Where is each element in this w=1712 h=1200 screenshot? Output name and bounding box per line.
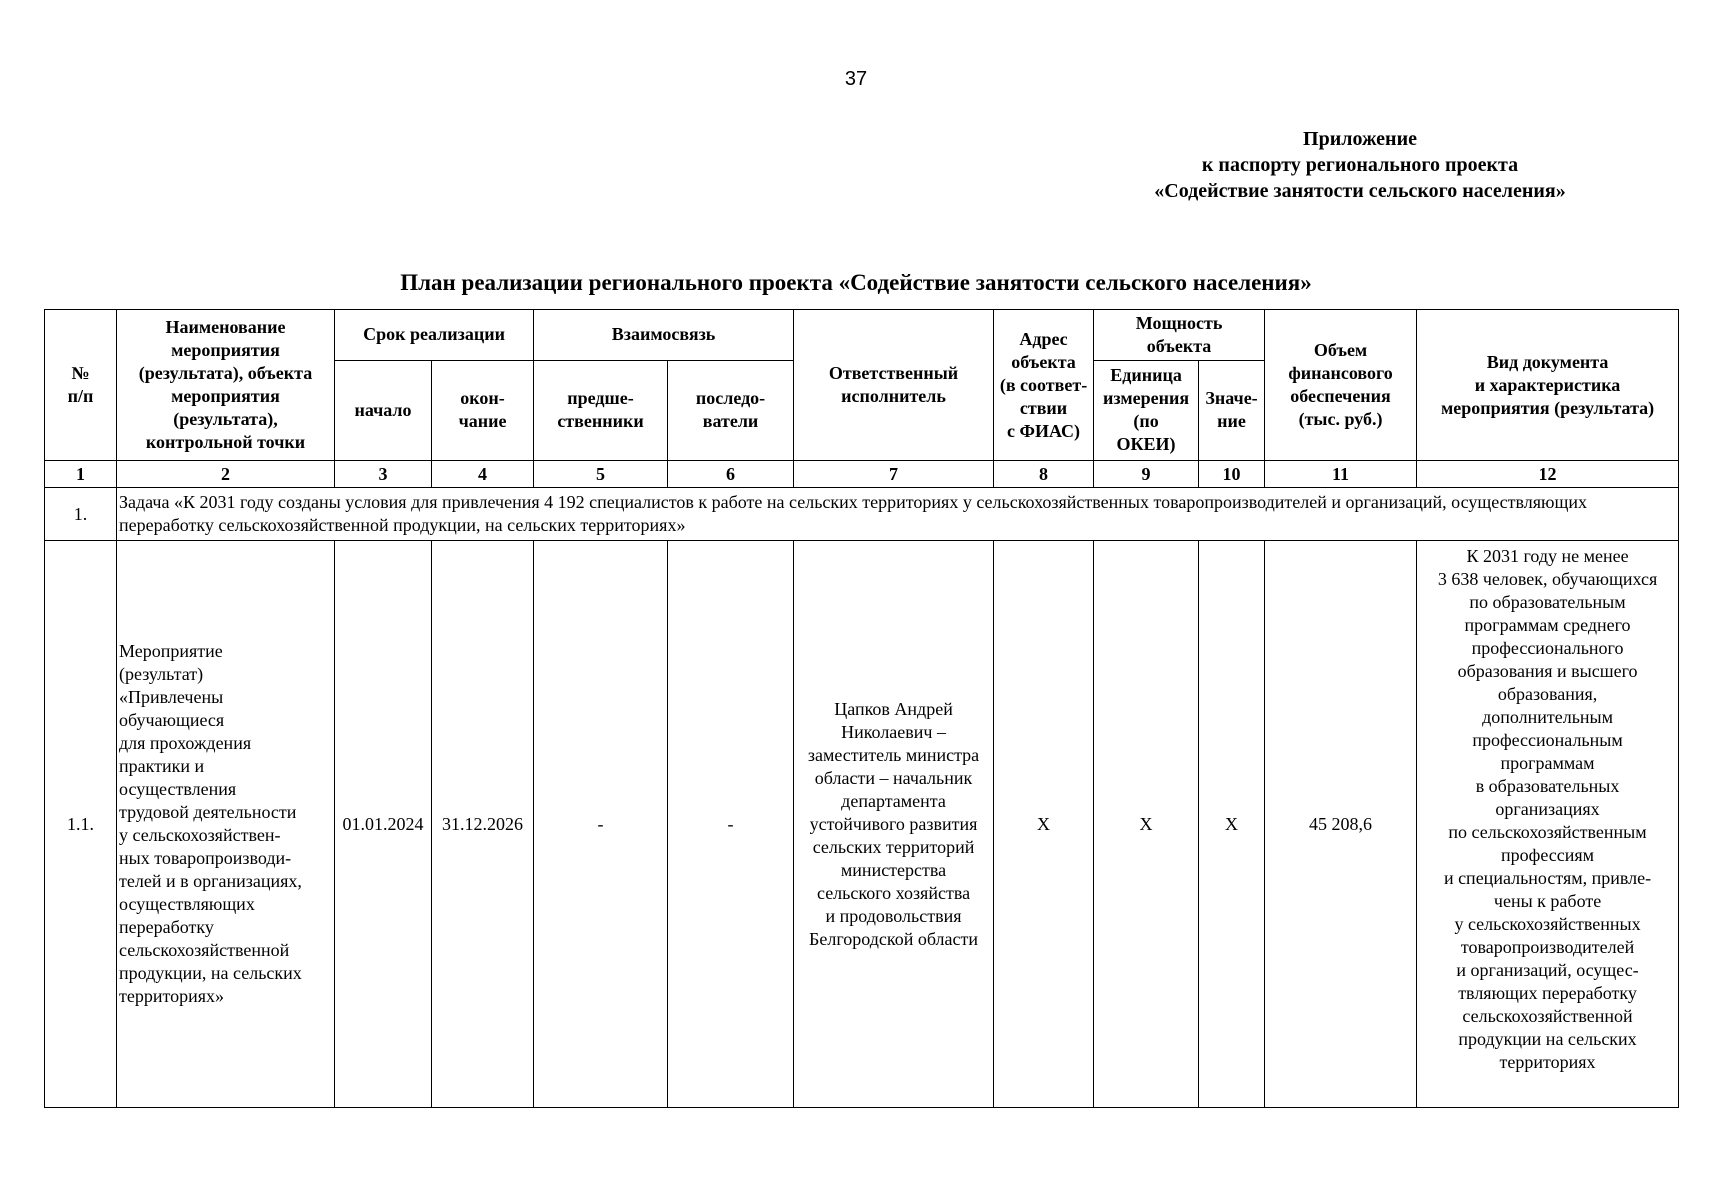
header-unit: Единица измерения (по ОКЕИ): [1094, 360, 1199, 460]
column-number: 12: [1417, 461, 1679, 488]
table-row: [45, 541, 1679, 1108]
task-text: Задача «К 2031 году созданы условия для привлечения 4 192 специалистов к работе на сельских территориях у сельскохозяйственных товаропроизводителей и организаций, осуществляющих переработку сельскохозяйственной продукции, на сельских территориях»: [117, 488, 1679, 541]
header-doc-type: Вид документа и характеристика мероприятия (результата): [1417, 310, 1679, 461]
column-number: 11: [1265, 461, 1417, 488]
row-successors: -: [668, 541, 794, 1108]
column-number: 3: [335, 461, 432, 488]
row-responsible: Цапков Андрей Николаевич – заместитель министра области – начальник департамента устойчивого развития сельских территорий министерства сельского хозяйства и продовольствия Белгородской области: [794, 541, 994, 1108]
header-address: Адрес объекта (в соответ- ствии с ФИАС): [994, 310, 1094, 461]
header-name: Наименование мероприятия (результата), объекта мероприятия (результата), контрольной точки: [117, 310, 335, 461]
header-row-1: [45, 310, 1679, 361]
row-name: Мероприятие (результат) «Привлечены обучающиеся для прохождения практики и осуществления трудовой деятельности у сельскохозяйствен- ных товаропроизводи- телей и в организациях, осуществляющих переработку сельскохозяйственной продукции, на сельских территориях»: [117, 541, 335, 1108]
implementation-plan-table: [44, 309, 1679, 1108]
header-predecessors: предше- ственники: [534, 360, 668, 460]
appendix-line-2: к паспорту регионального проекта: [1201, 154, 1519, 176]
column-number: 2: [117, 461, 335, 488]
task-number: 1.: [45, 488, 117, 541]
row-number: 1.1.: [45, 541, 117, 1108]
task-row: [45, 488, 1679, 541]
row-predecessors: -: [534, 541, 668, 1108]
header-responsible: Ответственный исполнитель: [794, 310, 994, 461]
row-doc-type: К 2031 году не менее 3 638 человек, обучающихся по образовательным программам среднего профессионального образования и высшего образования, дополнительным профессиональным программам в образовательных организациях по сельскохозяйственным профессиям и специальностям, привле- чены к работе у сельскохозяйственных товаропроизводителей и организаций, осущес- твляющих переработку сельскохозяйственной продукции на сельских территориях: [1417, 541, 1679, 1108]
row-value: X: [1199, 541, 1265, 1108]
header-num: № п/п: [45, 310, 117, 461]
row-unit: X: [1094, 541, 1199, 1108]
column-number: 10: [1199, 461, 1265, 488]
row-start-date: 01.01.2024: [335, 541, 432, 1108]
appendix-heading: [1090, 126, 1630, 204]
header-successors: последо- ватели: [668, 360, 794, 460]
header-capacity: Мощность объекта: [1094, 310, 1265, 361]
header-relation: Взаимосвязь: [534, 310, 794, 361]
row-address: X: [994, 541, 1094, 1108]
header-value: Значе- ние: [1199, 360, 1265, 460]
appendix-line-3: «Содействие занятости сельского населения»: [1154, 180, 1566, 202]
column-number: 6: [668, 461, 794, 488]
header-period-start: начало: [335, 360, 432, 460]
column-number: 9: [1094, 461, 1199, 488]
column-number: 4: [432, 461, 534, 488]
column-number: 8: [994, 461, 1094, 488]
column-number: 5: [534, 461, 668, 488]
row-end-date: 31.12.2026: [432, 541, 534, 1108]
row-finance: 45 208,6: [1265, 541, 1417, 1108]
header-period-end: окон- чание: [432, 360, 534, 460]
appendix-line-1: Приложение: [1303, 128, 1417, 150]
header-period: Срок реализации: [335, 310, 534, 361]
column-number: 1: [45, 461, 117, 488]
page-number: 37: [844, 68, 868, 90]
column-numbers-row: [45, 461, 1679, 488]
document-title: План реализации регионального проекта «Содействие занятости сельского населения»: [400, 270, 1312, 295]
column-number: 7: [794, 461, 994, 488]
header-finance: Объем финансового обеспечения (тыс. руб.): [1265, 310, 1417, 461]
